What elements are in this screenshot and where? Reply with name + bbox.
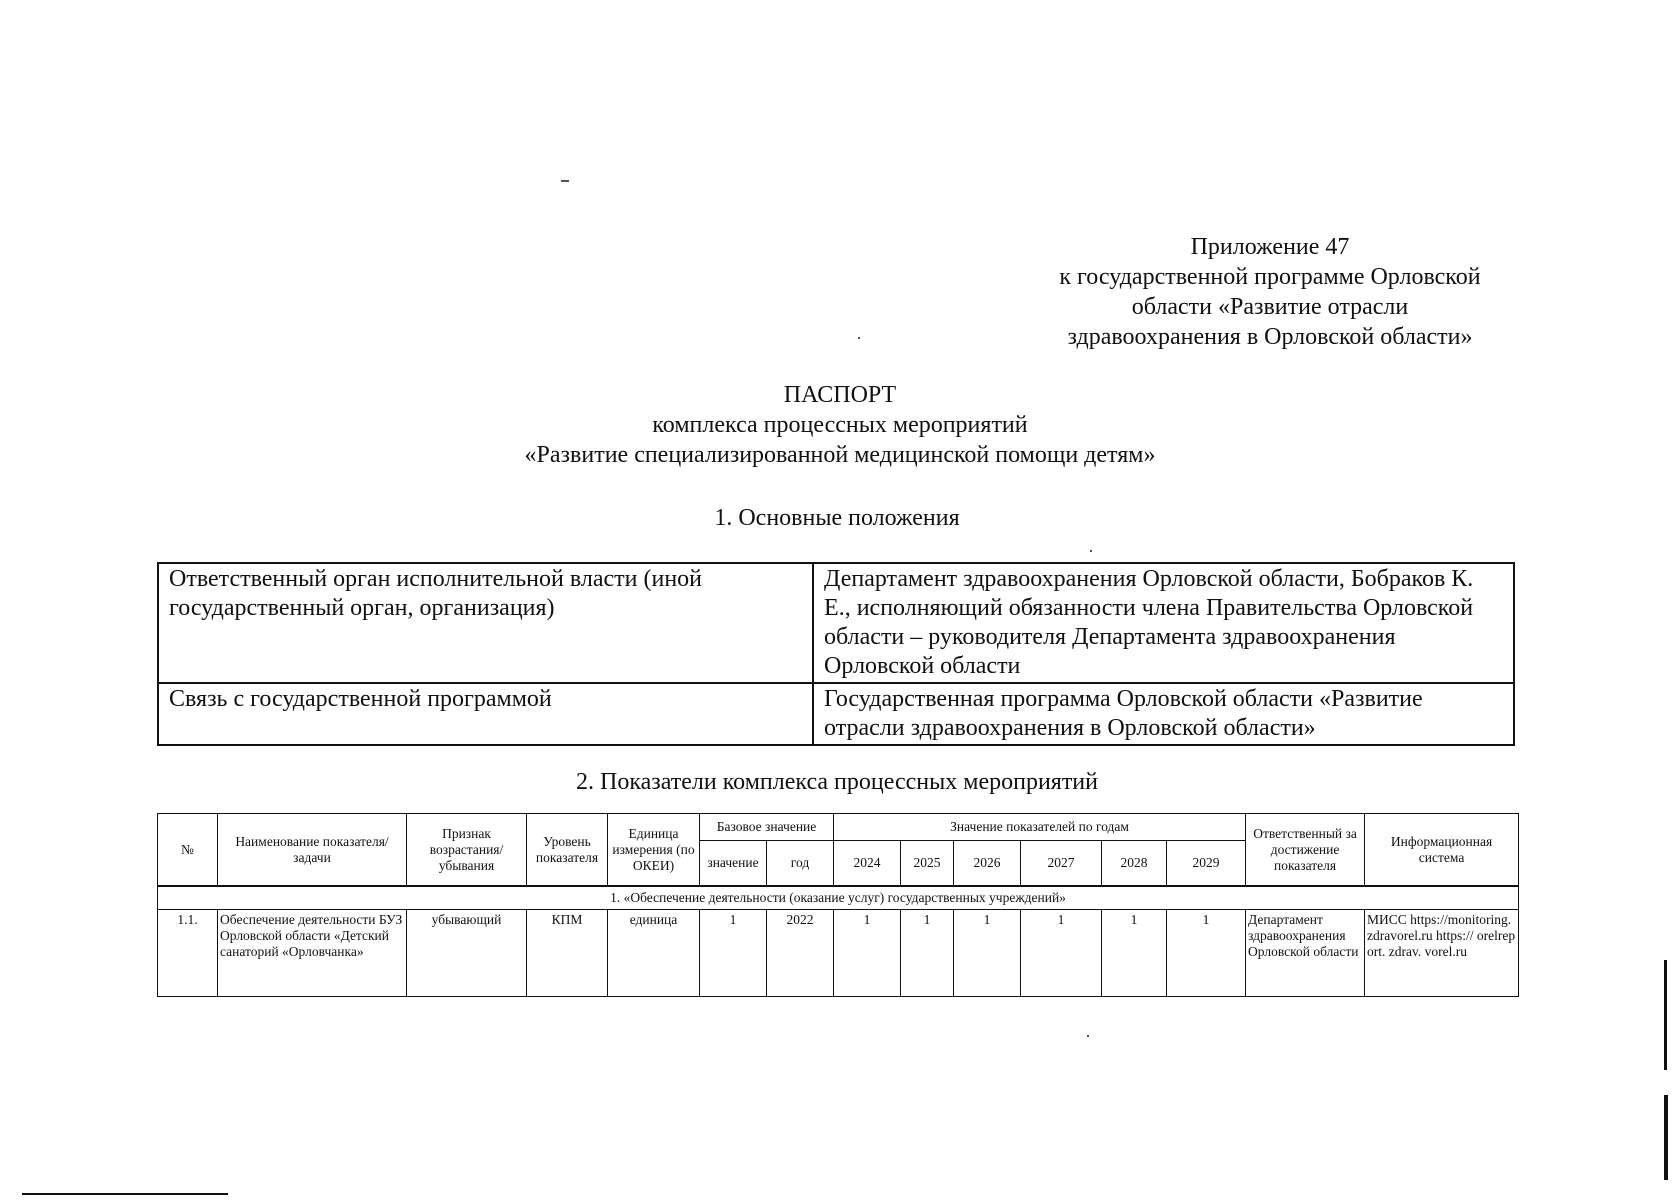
document-title: ПАСПОРТ (783, 382, 897, 408)
header-base: Базовое значение (700, 814, 834, 841)
cell-year-value: 1 (954, 910, 1021, 997)
cell-name: Обеспечение деятельности БУЗ Орловской области «Детский санаторий «Орловчанка» (218, 910, 407, 997)
cell-year-value: 1 (834, 910, 901, 997)
header-name: Наименование показателя/задачи (218, 814, 407, 887)
scan-edge-line (1664, 1095, 1668, 1180)
header-year: 2026 (954, 841, 1021, 887)
header-base-year: год (767, 841, 834, 887)
task-row: 1. «Обеспечение деятельности (оказание услуг) государственных учреждений» (158, 886, 1519, 910)
cell-trend: убывающий (407, 910, 527, 997)
indicators-table (157, 813, 1519, 997)
appendix-line-4: здравоохранения в Орловской области» (1067, 324, 1473, 350)
cell-system: МИСС https://monitoring.zdravorel.ru https:// orelreport. zdrav. vorel.ru (1365, 910, 1519, 997)
row-value: Государственная программа Орловской области «Развитие отрасли здравоохранения в Орловской области» (813, 683, 1514, 745)
cell-level: КПМ (527, 910, 608, 997)
header-system: Информационная система (1365, 814, 1519, 887)
scan-bottom-line (22, 1193, 228, 1195)
cell-year-value: 1 (1102, 910, 1167, 997)
cell-year-value: 1 (1021, 910, 1102, 997)
header-year: 2024 (834, 841, 901, 887)
cell-base-value: 1 (700, 910, 767, 997)
scan-edge-line (1664, 960, 1667, 1070)
scan-speck (561, 180, 569, 182)
scan-speck (1090, 550, 1092, 552)
document-subtitle-2: «Развитие специализированной медицинской помощи детям» (524, 442, 1156, 468)
cell-responsible: Департамент здравоохранения Орловской области (1246, 910, 1365, 997)
header-unit: Единица измерения (по ОКЕИ) (608, 814, 700, 887)
cell-year-value: 1 (1167, 910, 1246, 997)
header-trend: Признак возрастания/ убывания (407, 814, 527, 887)
appendix-line-3: области «Развитие отрасли (1131, 294, 1409, 320)
section-1-title: 1. Основные положения (714, 505, 960, 531)
header-num: № (158, 814, 218, 887)
row-value: Департамент здравоохранения Орловской области, Бобраков К. Е., исполняющий обязанности члена Правительства Орловской области – руководителя Департамента здравоохранения Орловской области (813, 563, 1514, 683)
header-year: 2025 (901, 841, 954, 887)
header-level: Уровень показателя (527, 814, 608, 887)
cell-base-year: 2022 (767, 910, 834, 997)
table-row (158, 563, 1514, 683)
header-responsible: Ответственный за достижение показателя (1246, 814, 1365, 887)
header-years-group: Значение показателей по годам (834, 814, 1246, 841)
appendix-block (1035, 232, 1505, 352)
row-label: Ответственный орган исполнительной власти (иной государственный орган, организация) (158, 563, 813, 683)
table-row (158, 910, 1519, 997)
header-base-value: значение (700, 841, 767, 887)
document-subtitle-1: комплекса процессных мероприятий (652, 412, 1028, 438)
cell-num: 1.1. (158, 910, 218, 997)
cell-year-value: 1 (901, 910, 954, 997)
header-year: 2028 (1102, 841, 1167, 887)
appendix-line-2: к государственной программе Орловской (1059, 264, 1481, 290)
passport-heading (340, 380, 1340, 470)
section-2-title: 2. Показатели комплекса процессных мероприятий (575, 769, 1098, 795)
header-year: 2027 (1021, 841, 1102, 887)
basic-provisions-table (157, 562, 1515, 746)
scan-speck (1087, 1035, 1089, 1037)
scan-speck (858, 337, 860, 339)
row-label: Связь с государственной программой (158, 683, 813, 745)
cell-unit: единица (608, 910, 700, 997)
header-year: 2029 (1167, 841, 1246, 887)
appendix-line-1: Приложение 47 (1190, 234, 1350, 260)
table-row (158, 683, 1514, 745)
